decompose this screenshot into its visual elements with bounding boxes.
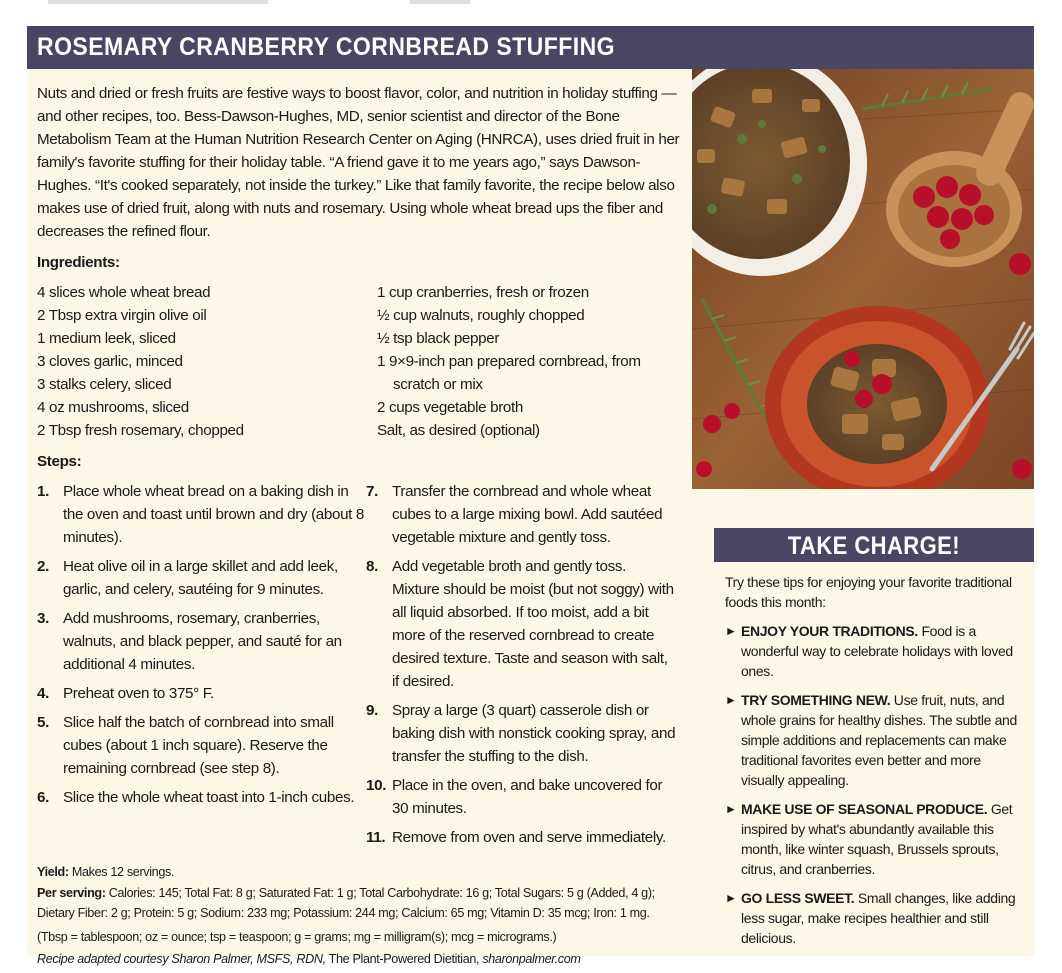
credit-line <box>37 948 682 970</box>
tip-body: Use fruit, nuts, and whole grains for healthy dishes. The subtle and simple additions and replacements can make traditional favorites even better and more visually appealing. <box>741 692 1017 788</box>
yield-text: Makes 12 servings. <box>71 865 175 879</box>
nutrition-line <box>37 883 682 923</box>
ingredient-item: 2 Tbsp fresh rosemary, chopped <box>37 422 244 439</box>
step-text: Add vegetable broth and gently toss. Mixture should be moist (but not soggy) with all liquid absorbed. If too moist, add a bit more of the reserved cornbread to create desired texture. Taste and season with salt, if desired. <box>392 558 674 690</box>
recipe-title-bar <box>27 26 1034 69</box>
tip-text <box>741 621 1022 681</box>
ingredient-continuation: scratch or mix <box>393 376 483 393</box>
per-serving-label: Per serving: <box>37 886 106 900</box>
step-text: Remove from oven and serve immediately. <box>392 829 666 846</box>
tip-item <box>725 690 1022 790</box>
tip-heading: TRY SOMETHING NEW. <box>741 692 891 708</box>
tip-heading: GO LESS SWEET. <box>741 890 855 906</box>
tip-item <box>725 621 1022 681</box>
step-item <box>37 682 366 705</box>
ingredients-list <box>37 281 682 442</box>
steps-right-column <box>366 480 676 855</box>
credit-title: The Plant-Powered Dietitian, <box>325 952 483 966</box>
tip-body: Food is a wonderful way to celebrate holidays with loved ones. <box>741 623 1013 679</box>
step-text: Place whole wheat bread on a baking dish in the oven and toast until brown and dry (about 8 minutes). <box>63 483 365 546</box>
take-charge-panel <box>714 528 1034 956</box>
step-number: 8. <box>366 558 378 575</box>
ingredient-item: 1 9×9-inch pan prepared cornbread, from <box>377 353 641 370</box>
ingredient-item: 3 stalks celery, sliced <box>37 376 172 393</box>
step-number: 11. <box>366 829 386 846</box>
step-item <box>366 826 676 849</box>
tip-body: Small changes, like adding less sugar, make recipes healthier and still delicious. <box>741 890 1016 946</box>
triangle-right-icon: ► <box>725 624 737 638</box>
step-text: Slice the whole wheat toast into 1-inch cubes. <box>63 789 355 806</box>
steps-list <box>37 480 682 855</box>
step-item <box>37 480 366 549</box>
step-item <box>37 607 366 676</box>
step-item <box>366 480 676 549</box>
ingredient-item: 3 cloves garlic, minced <box>37 353 183 370</box>
tip-item <box>725 888 1022 948</box>
abbreviations-line: (Tbsp = tablespoon; oz = ounce; tsp = teaspoon; g = grams; mg = milligram(s); mcg = micrograms.) <box>37 930 557 944</box>
ingredient-item: ½ tsp black pepper <box>377 330 500 347</box>
recipe-intro: Nuts and dried or fresh fruits are festive ways to boost flavor, color, and nutrition in holiday stuffing — and other recipes, too. Bess-Dawson-Hughes, MD, senior scientist and director of the Bone Metabolism Team at the Human Nutrition Research Center on Aging (HNRCA), uses dried fruit in her family's favorite stuffing for their holiday table. “A friend gave it to me years ago,” says Dawson-Hughes. “It's cooked separately, not inside the turkey.” Like that family favorite, the recipe below also makes use of dried fruit, along with nuts and rosemary. Using whole wheat bread ups the fiber and decreases the refined flour. <box>37 85 680 240</box>
step-item <box>366 555 676 693</box>
ingredient-item: 1 cup cranberries, fresh or frozen <box>377 284 589 301</box>
step-number: 3. <box>37 610 49 627</box>
step-number: 1. <box>37 483 49 500</box>
ingredient-item: 2 Tbsp extra virgin olive oil <box>37 307 207 324</box>
ingredient-item: 4 oz mushrooms, sliced <box>37 399 189 416</box>
take-charge-intro: Try these tips for enjoying your favorite traditional foods this month: <box>725 574 1012 610</box>
tip-heading: MAKE USE OF SEASONAL PRODUCE. <box>741 801 988 817</box>
step-text: Preheat oven to 375° F. <box>63 685 214 702</box>
ingredient-item-continued <box>377 373 677 396</box>
step-number: 7. <box>366 483 378 500</box>
step-item <box>37 711 366 780</box>
take-charge-body <box>714 562 1034 948</box>
step-item <box>37 555 366 601</box>
credit-website: sharonpalmer.com <box>482 952 581 966</box>
ingredient-item: 1 medium leek, sliced <box>37 330 176 347</box>
tip-text <box>741 888 1022 948</box>
yield-line <box>37 861 682 883</box>
stuffing-photo <box>692 69 1034 489</box>
triangle-right-icon: ► <box>725 802 737 816</box>
step-text: Place in the oven, and bake uncovered for 30 minutes. <box>392 777 663 817</box>
credit-author: Recipe adapted courtesy Sharon Palmer, MSFS, RDN, <box>37 952 326 966</box>
ingredient-item: 4 slices whole wheat bread <box>37 284 211 301</box>
step-item <box>366 699 676 768</box>
triangle-right-icon: ► <box>725 891 737 905</box>
step-item <box>366 774 676 820</box>
tip-text <box>741 690 1022 790</box>
tip-item <box>725 799 1022 879</box>
recipe-title: ROSEMARY CRANBERRY CORNBREAD STUFFING <box>37 33 616 61</box>
step-number: 10. <box>366 777 387 794</box>
steps-left-column <box>37 480 366 855</box>
ingredients-left-column <box>37 281 377 442</box>
triangle-right-icon: ► <box>725 693 737 707</box>
ingredient-item: 2 cups vegetable broth <box>377 399 523 416</box>
step-number: 9. <box>366 702 378 719</box>
ingredients-right-column <box>377 281 677 442</box>
take-charge-title: TAKE CHARGE! <box>787 532 961 560</box>
take-charge-header <box>714 528 1034 562</box>
yield-label: Yield: <box>37 865 69 879</box>
tip-text <box>741 799 1022 879</box>
tip-body: Get inspired by what's abundantly available this month, like winter squash, Brussels sprouts, citrus, and cranberries. <box>741 801 1013 877</box>
recipe-content <box>37 82 682 970</box>
step-text: Add mushrooms, rosemary, cranberries, walnuts, and black pepper, and sauté for an additional 4 minutes. <box>63 610 342 673</box>
steps-heading: Steps: <box>37 453 82 470</box>
ingredients-heading: Ingredients: <box>37 254 120 271</box>
tip-heading: ENJOY YOUR TRADITIONS. <box>741 623 918 639</box>
recipe-footer <box>37 861 682 970</box>
step-item <box>37 786 366 809</box>
per-serving-text: Calories: 145; Total Fat: 8 g; Saturated Fat: 1 g; Total Carbohydrate: 16 g; Total Sugars: 5 g (Added, 4 g); Dietary Fiber: 2 g; Protein: 5 g; Sodium: 233 mg; Potassium: 244 mg; Calcium: 65 mg; Vitamin D: 35 mcg; Iron: 1 mg. <box>37 886 655 920</box>
ingredient-item: Salt, as desired (optional) <box>377 422 540 439</box>
step-text: Spray a large (3 quart) casserole dish or baking dish with nonstick cooking spray, and transfer the stuffing to the dish. <box>392 702 676 765</box>
step-number: 6. <box>37 789 49 806</box>
step-number: 5. <box>37 714 49 731</box>
step-text: Slice half the batch of cornbread into small cubes (about 1 inch square). Reserve the remaining cornbread (see step 8). <box>63 714 334 777</box>
step-text: Transfer the cornbread and whole wheat cubes to a large mixing bowl. Add sautéed vegetable mixture and gently toss. <box>392 483 663 546</box>
step-text: Heat olive oil in a large skillet and add leek, garlic, and celery, sautéing for 9 minutes. <box>63 558 338 598</box>
ingredient-item: ½ cup walnuts, roughly chopped <box>377 307 585 324</box>
step-number: 2. <box>37 558 49 575</box>
step-number: 4. <box>37 685 49 702</box>
